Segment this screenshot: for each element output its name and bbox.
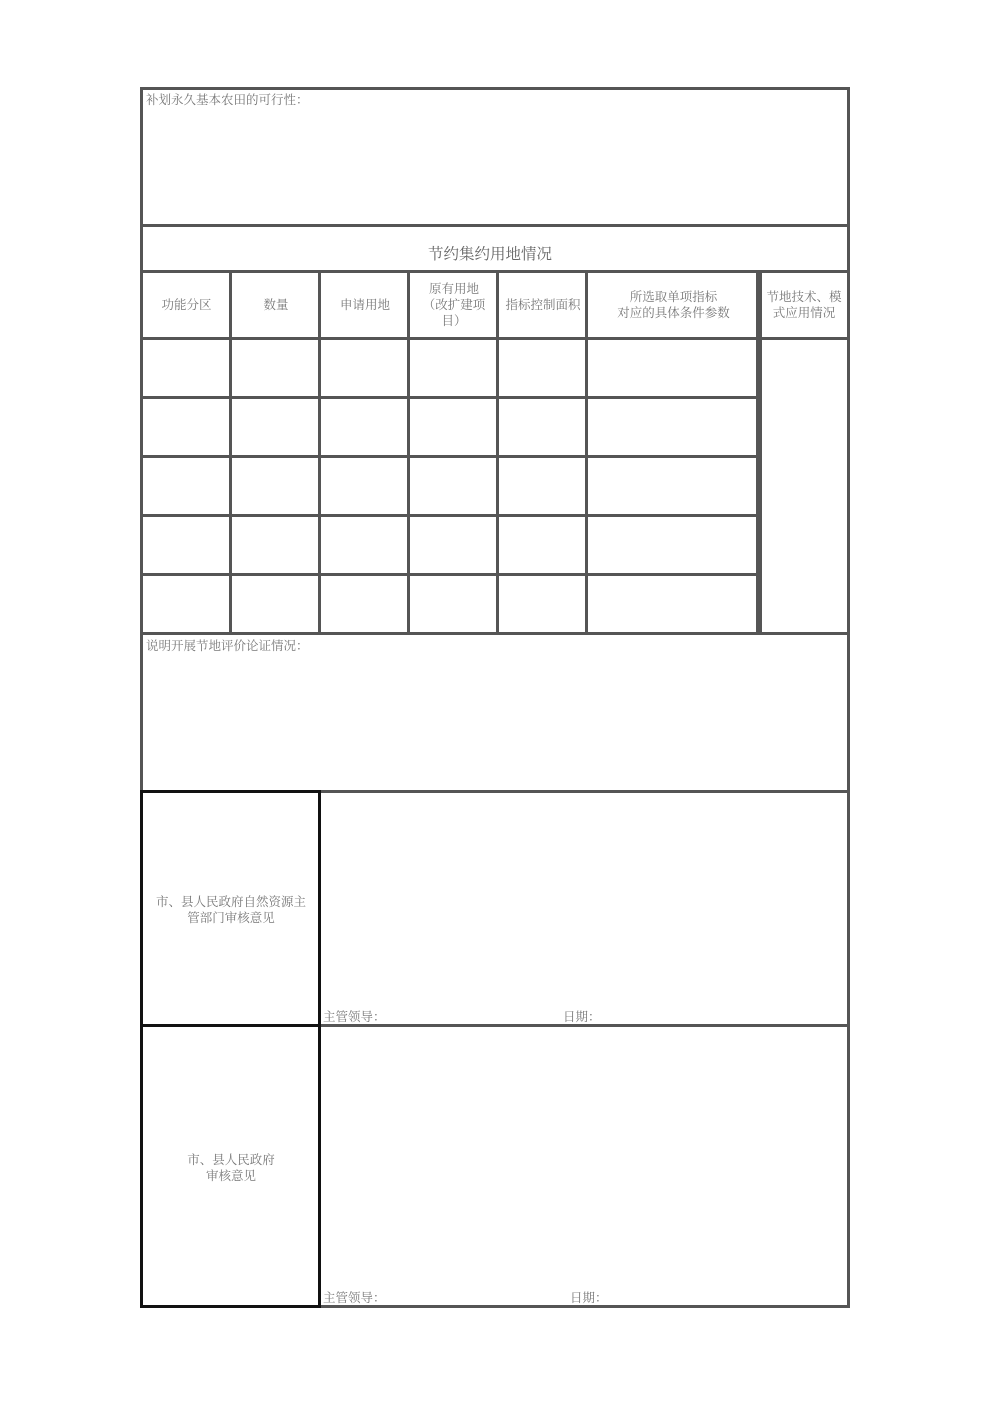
table-cell[interactable] <box>321 458 407 514</box>
header-original-land: 原有用地 （改扩建项 目） <box>422 281 486 328</box>
table-cell[interactable] <box>143 576 229 632</box>
header-quantity: 数量 <box>263 297 289 312</box>
technology-usage-cell[interactable] <box>762 340 847 632</box>
table-cell[interactable] <box>232 399 318 455</box>
review-natural-resources-date-label: 日期： <box>563 1009 601 1024</box>
table-cell[interactable] <box>499 458 585 514</box>
table-cell[interactable] <box>410 340 496 396</box>
table-cell[interactable] <box>232 458 318 514</box>
table-cell[interactable] <box>410 399 496 455</box>
table-cell[interactable] <box>143 517 229 573</box>
header-control-area: 指标控制面积 <box>505 297 581 312</box>
evaluation-label: 说明开展节地评价论证情况： <box>146 638 309 653</box>
header-functional-zone: 功能分区 <box>161 297 212 312</box>
table-cell[interactable] <box>588 576 756 632</box>
table-cell[interactable] <box>588 517 756 573</box>
divider-line <box>140 632 850 635</box>
table-cell[interactable] <box>588 340 756 396</box>
table-cell[interactable] <box>143 399 229 455</box>
table-cell[interactable] <box>410 517 496 573</box>
table-cell[interactable] <box>499 576 585 632</box>
table-cell[interactable] <box>321 340 407 396</box>
header-condition-params: 所选取单项指标 对应的具体条件参数 <box>617 289 730 320</box>
divider-line <box>140 224 850 227</box>
review-natural-resources-leader-label: 主管领导： <box>323 1009 386 1024</box>
review-government-opinion[interactable] <box>322 1028 847 1284</box>
review-natural-resources-opinion[interactable] <box>322 794 847 1002</box>
table-cell[interactable] <box>321 576 407 632</box>
table-cell[interactable] <box>143 458 229 514</box>
table-cell[interactable] <box>321 399 407 455</box>
table-cell[interactable] <box>499 517 585 573</box>
table-cell[interactable] <box>410 576 496 632</box>
review-government-leader-label: 主管领导： <box>323 1290 386 1305</box>
table-cell[interactable] <box>499 399 585 455</box>
table-cell[interactable] <box>232 517 318 573</box>
land-saving-title: 节约集约用地情况 <box>428 245 553 263</box>
table-cell[interactable] <box>410 458 496 514</box>
feasibility-label: 补划永久基本农田的可行性： <box>146 92 309 107</box>
evaluation-input-area[interactable] <box>143 654 847 790</box>
header-technology-usage: 节地技术、模 式应用情况 <box>766 289 842 320</box>
table-cell[interactable] <box>143 340 229 396</box>
table-cell[interactable] <box>232 576 318 632</box>
feasibility-input-area[interactable] <box>143 108 847 224</box>
table-cell[interactable] <box>321 517 407 573</box>
table-cell[interactable] <box>588 458 756 514</box>
header-applied-land: 申请用地 <box>339 297 390 312</box>
review-government-date-label: 日期： <box>570 1290 608 1305</box>
table-cell[interactable] <box>232 340 318 396</box>
table-cell[interactable] <box>588 399 756 455</box>
review-government-label: 市、县人民政府 审核意见 <box>187 1152 275 1183</box>
review-natural-resources-label: 市、县人民政府自然资源主 管部门审核意见 <box>155 894 306 925</box>
table-cell[interactable] <box>499 340 585 396</box>
